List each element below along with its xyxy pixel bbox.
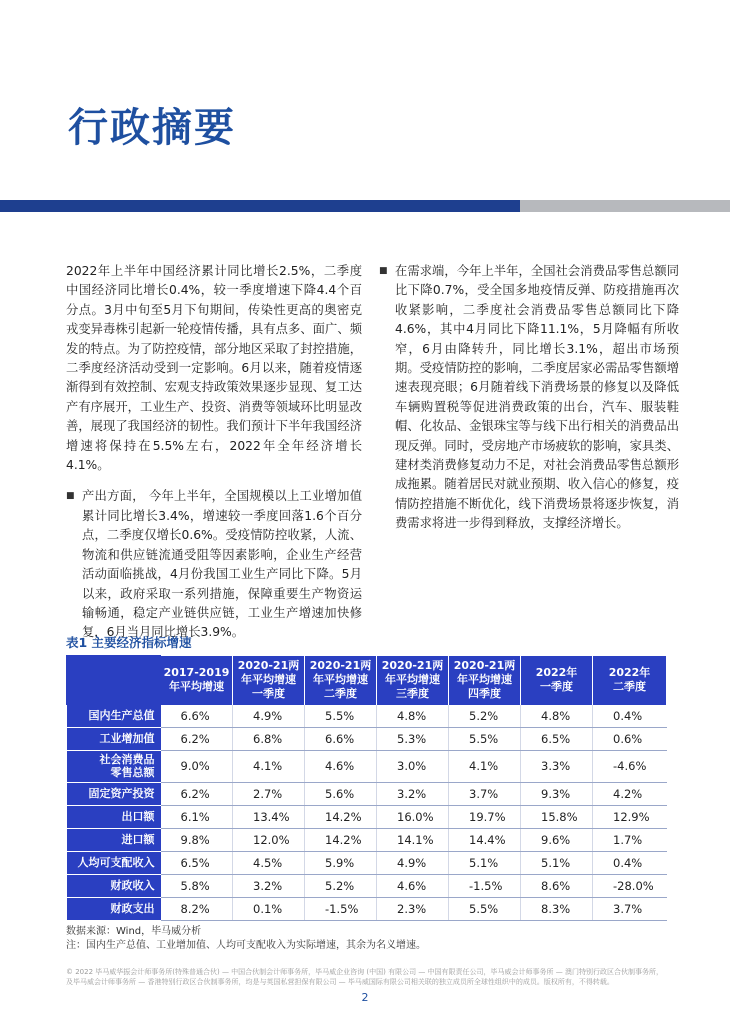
table-row: [67, 897, 667, 920]
table-cell: 4.2%: [593, 782, 667, 805]
column-header: 2022年 二季度: [593, 656, 667, 705]
table-cell: 3.7%: [449, 782, 521, 805]
table-cell: 5.5%: [449, 897, 521, 920]
table-cell: 12.9%: [593, 805, 667, 828]
economic-indicators-table: [66, 655, 667, 921]
row-label: 社会消费品 零售总额: [67, 750, 161, 782]
table-cell: 9.3%: [521, 782, 593, 805]
table-cell: 4.8%: [521, 705, 593, 728]
table-cell: -1.5%: [449, 874, 521, 897]
column-header: 2020-21两 年平均增速 三季度: [377, 656, 449, 705]
column-header: 2020-21两 年平均增速 四季度: [449, 656, 521, 705]
table-cell: 2.3%: [377, 897, 449, 920]
header-rule-gray: [520, 200, 730, 212]
table-cell: 5.1%: [449, 851, 521, 874]
table-row: [67, 782, 667, 805]
table-cell: 4.6%: [305, 750, 377, 782]
table-cell: 13.4%: [233, 805, 305, 828]
table-cell: 4.9%: [377, 851, 449, 874]
table-cell: 9.0%: [161, 750, 233, 782]
table-cell: 5.6%: [305, 782, 377, 805]
row-label: 进口额: [67, 828, 161, 851]
table-footnote: 注：国内生产总值、工业增加值、人均可支配收入为实际增速，其余为名义增速。: [66, 940, 426, 951]
table-cell: 12.0%: [233, 828, 305, 851]
table-cell: 5.8%: [161, 874, 233, 897]
table-cell: 16.0%: [377, 805, 449, 828]
table-row: [67, 851, 667, 874]
table-cell: 14.4%: [449, 828, 521, 851]
table-cell: 3.7%: [593, 897, 667, 920]
row-label: 财政收入: [67, 874, 161, 897]
left-column: [66, 262, 362, 643]
table-cell: 5.5%: [449, 727, 521, 750]
column-header: 2020-21两 年平均增速 二季度: [305, 656, 377, 705]
table-cell: 6.6%: [305, 727, 377, 750]
bullet-production: [66, 487, 362, 642]
table-row: [67, 874, 667, 897]
table-cell: 6.6%: [161, 705, 233, 728]
header-rule-blue: [0, 200, 520, 212]
row-label: 固定资产投资: [67, 782, 161, 805]
table-cell: 6.5%: [521, 727, 593, 750]
table-cell: 6.2%: [161, 727, 233, 750]
table-cell: 5.5%: [305, 705, 377, 728]
row-label: 出口额: [67, 805, 161, 828]
table-cell: 0.4%: [593, 851, 667, 874]
table-cell: 19.7%: [449, 805, 521, 828]
table-cell: 6.5%: [161, 851, 233, 874]
table-cell: 14.2%: [305, 828, 377, 851]
table-cell: 3.2%: [377, 782, 449, 805]
bullet-demand-text: 在需求端，今年上半年，全国社会消费品零售总额同比下降0.7%，受全国多地疫情反弹、防疫措施再次收紧影响，二季度社会消费品零售总额同比下降4.6%，其中4月同比下降11.1%，5月降幅有所收窄，6月由降转升，同比增长3.1%，超出市场预期。受疫情防控的影响，二季度居家必需品零售额增速表现亮眼；6月随着线下消费场景的修复以及降低车辆购置税等促进消费政策的出台，汽车、服装鞋帽、化妆品、金银珠宝等与线下出行相关的消费品出现反弹。同时，受房地产市场疲软的影响，家具类、建材类消费修复动力不足，对社会消费品零售总额形成拖累。随着居民对就业预期、收入信心的修复，疫情防控措施不断优化，线下消费场景将逐步恢复，消费需求将进一步得到释放，支撑经济增长。: [395, 264, 679, 531]
column-header: 2017-2019 年平均增速: [161, 656, 233, 705]
bullet-production-text: 产出方面， 今年上半年，全国规模以上工业增加值累计同比增长3.4%，增速较一季度回落1.6个百分点，二季度仅增长0.6%。受疫情防控收紧，人流、物流和供应链流通受阻等因素影响，企业生产经营活动面临挑战，4月份我国工业生产同比下降。5月以来，政府采取一系列措施，保障重要生产物资运输畅通，稳定产业链供应链，工业生产增速加快修复，6月当月同比增长3.9%。: [82, 489, 362, 640]
table-cell: 6.8%: [233, 727, 305, 750]
table-cell: 15.8%: [521, 805, 593, 828]
table-row: [67, 705, 667, 728]
table-cell: 3.3%: [521, 750, 593, 782]
table-cell: -1.5%: [305, 897, 377, 920]
table-cell: 0.4%: [593, 705, 667, 728]
table-cell: 4.6%: [377, 874, 449, 897]
table-cell: -28.0%: [593, 874, 667, 897]
right-column: [379, 262, 679, 534]
table-cell: 9.8%: [161, 828, 233, 851]
table-cell: 8.6%: [521, 874, 593, 897]
table-row: [67, 828, 667, 851]
table-row: [67, 727, 667, 750]
table-cell: 3.0%: [377, 750, 449, 782]
table-cell: 0.6%: [593, 727, 667, 750]
table-row: [67, 805, 667, 828]
row-label: 国内生产总值: [67, 705, 161, 728]
page-number: 2: [361, 991, 369, 1004]
table-cell: 4.9%: [233, 705, 305, 728]
row-label: 人均可支配收入: [67, 851, 161, 874]
bullet-demand: [379, 262, 679, 534]
table-cell: -4.6%: [593, 750, 667, 782]
bullet-square-icon: ■: [66, 491, 75, 502]
table-cell: 9.6%: [521, 828, 593, 851]
table-cell: 8.3%: [521, 897, 593, 920]
table-cell: 4.1%: [449, 750, 521, 782]
table-cell: 3.2%: [233, 874, 305, 897]
table-cell: 4.8%: [377, 705, 449, 728]
table-caption: 表1 主要经济指标增速: [66, 635, 192, 650]
table-cell: 5.9%: [305, 851, 377, 874]
table-cell: 14.1%: [377, 828, 449, 851]
row-label: 工业增加值: [67, 727, 161, 750]
table-cell: 6.1%: [161, 805, 233, 828]
table-cell: 4.1%: [233, 750, 305, 782]
bullet-square-icon: ■: [379, 266, 388, 276]
table-cell: 8.2%: [161, 897, 233, 920]
table-cell: 5.3%: [377, 727, 449, 750]
table-cell: 0.1%: [233, 897, 305, 920]
table-cell: 2.7%: [233, 782, 305, 805]
table-source-note: 数据来源：Wind，毕马威分析: [66, 926, 202, 937]
table-cell: 1.7%: [593, 828, 667, 851]
table-cell: 5.2%: [305, 874, 377, 897]
table-header-row: [67, 656, 667, 705]
column-header: 2022年 一季度: [521, 656, 593, 705]
table-row: [67, 750, 667, 782]
copyright-footer: © 2022 毕马威华振会计师事务所(特殊普通合伙) — 中国合伙制会计师事务所，毕马威企业咨询 (中国) 有限公司 — 中国有限责任公司，毕马威会计师事务所 — 澳门特别行政区合伙制事务所，及毕马威会计师事务所 — 香港特别行政区合伙制事务所，均是与英国私营担保有限公司 — 毕马威国际有限公司相关联的独立成员所全球性组织中的成员。版权所有，不得转载。: [66, 968, 663, 986]
table-corner-cell: [67, 656, 161, 705]
table-cell: 4.5%: [233, 851, 305, 874]
table-cell: 5.2%: [449, 705, 521, 728]
table-cell: 5.1%: [521, 851, 593, 874]
page-title: 行政摘要: [68, 105, 236, 151]
table-cell: 14.2%: [305, 805, 377, 828]
column-header: 2020-21两 年平均增速 一季度: [233, 656, 305, 705]
row-label: 财政支出: [67, 897, 161, 920]
table-cell: 6.2%: [161, 782, 233, 805]
intro-paragraph: 2022年上半年中国经济累计同比增长2.5%，二季度中国经济同比增长0.4%，较一季度增速下降4.4个百分点。3月中旬至5月下旬期间，传染性更高的奥密克戎变异毒株引起新一轮疫情传播，具有点多、面广、频发的特点。为了防控疫情，部分地区采取了封控措施，二季度经济活动受到一定影响。6月以来，随着疫情逐渐得到有效控制、宏观支持政策效果逐步显现、复工达产有序展开，工业生产、投资、消费等领域环比明显改善，展现了我国经济的韧性。我们预计下半年我国经济增速将保持在5.5%左右，2022年全年经济增长4.1%。: [66, 264, 362, 473]
